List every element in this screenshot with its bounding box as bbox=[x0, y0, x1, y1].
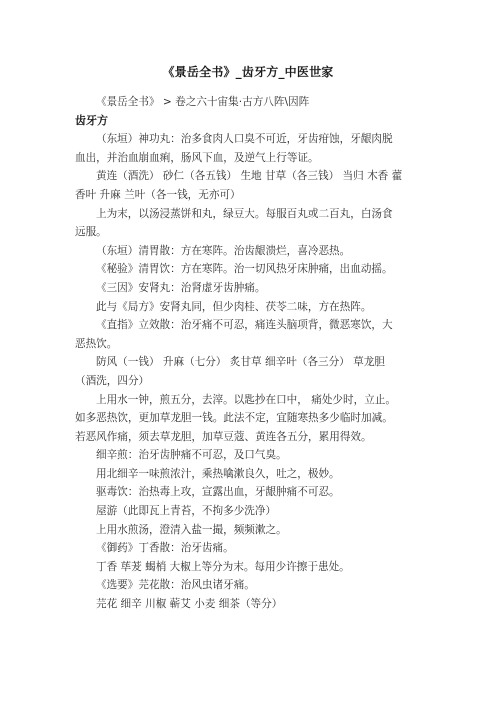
text-line: 丁香 荜茇 蝎梢 大椒上等分为末。每用少许擦于患处。 bbox=[96, 560, 350, 573]
text-line: 细辛煎：治牙齿肿痛不可忍，及口气臭。 bbox=[96, 449, 287, 462]
section-heading: 齿牙方 bbox=[75, 113, 108, 127]
text-line: 远服。 bbox=[75, 226, 107, 239]
text-line: 驱毒饮：治热毒上攻，宣露出血，牙龈肿痛不可忍。 bbox=[96, 486, 340, 499]
text-line: （酒洗，四分） bbox=[75, 374, 150, 387]
text-line: 恶热饮。 bbox=[75, 337, 118, 350]
text-line: 此与《局方》安肾丸同，但少肉桂、茯苓二味，方在热阵。 bbox=[96, 300, 372, 313]
text-line: （东垣）神功丸：治多食肉人口臭不可近，牙齿疳蚀，牙龈肉脱 bbox=[96, 133, 393, 146]
text-line: 香叶 升麻 兰叶（各一钱，无亦可） bbox=[75, 188, 241, 201]
text-line: 如多恶热饮，更加草龙胆一钱。此法不定，宜随寒热多少临时加减。 bbox=[75, 412, 393, 425]
text-line: （东垣）清胃散：方在寒阵。治齿龈溃烂，喜冷恶热。 bbox=[96, 244, 351, 257]
document-body bbox=[75, 93, 433, 614]
text-line: 芫花 细辛 川椒 蕲艾 小麦 细茶（等分） bbox=[96, 598, 283, 611]
text-line: 上用水一钟，煎五分，去滓。以匙抄在口中， 痛处少时，立止。 bbox=[96, 393, 396, 406]
page-title: 《景岳全书》_齿牙方_中医世家 bbox=[162, 65, 334, 79]
text-line: 上用水煎汤，澄清入盐一撮，频频漱之。 bbox=[96, 523, 287, 536]
text-line: 血出，并治血崩血痢，肠风下血，及逆气上行等证。 bbox=[75, 151, 319, 164]
text-line: 防风（一钱） 升麻（七分） 炙甘草 细辛叶（各三分） 草龙胆 bbox=[96, 356, 385, 369]
paragraph-list bbox=[75, 130, 433, 613]
text-line: 《选要》芫花散：治风虫诸牙痛。 bbox=[96, 579, 255, 592]
text-line: 《秘验》清胃饮：方在寒阵。治一切风热牙床肿痛，出血动摇。 bbox=[96, 263, 393, 276]
text-line: 用北细辛一味煎浓汁，乘热噙漱良久，吐之，极妙。 bbox=[96, 467, 340, 480]
text-line: 上为末，以汤浸蒸饼和丸，绿豆大。每服百丸或二百丸，白汤食 bbox=[96, 207, 393, 220]
text-line: 《御药》丁香散：治牙齿痛。 bbox=[96, 542, 234, 555]
text-line: 《直指》立效散：治牙痛不可忍，痛连头脑项背，微恶寒饮，大 bbox=[96, 319, 393, 332]
text-line: 若恶风作痛，须去草龙胆，加草豆蔻、黄连各五分，累用得效。 bbox=[75, 430, 372, 443]
breadcrumb: 《景岳全书》 > 卷之六十宙集·古方八阵\因阵 bbox=[96, 96, 310, 108]
text-line: 黄连（酒洗） 砂仁（各五钱） 生地 甘草（各三钱） 当归 木香 藿 bbox=[96, 170, 403, 183]
text-line: 屋游（此即瓦上青苔，不拘多少洗净） bbox=[96, 505, 277, 518]
text-line: 《三因》安肾丸：治肾虚牙齿肿痛。 bbox=[96, 281, 266, 294]
